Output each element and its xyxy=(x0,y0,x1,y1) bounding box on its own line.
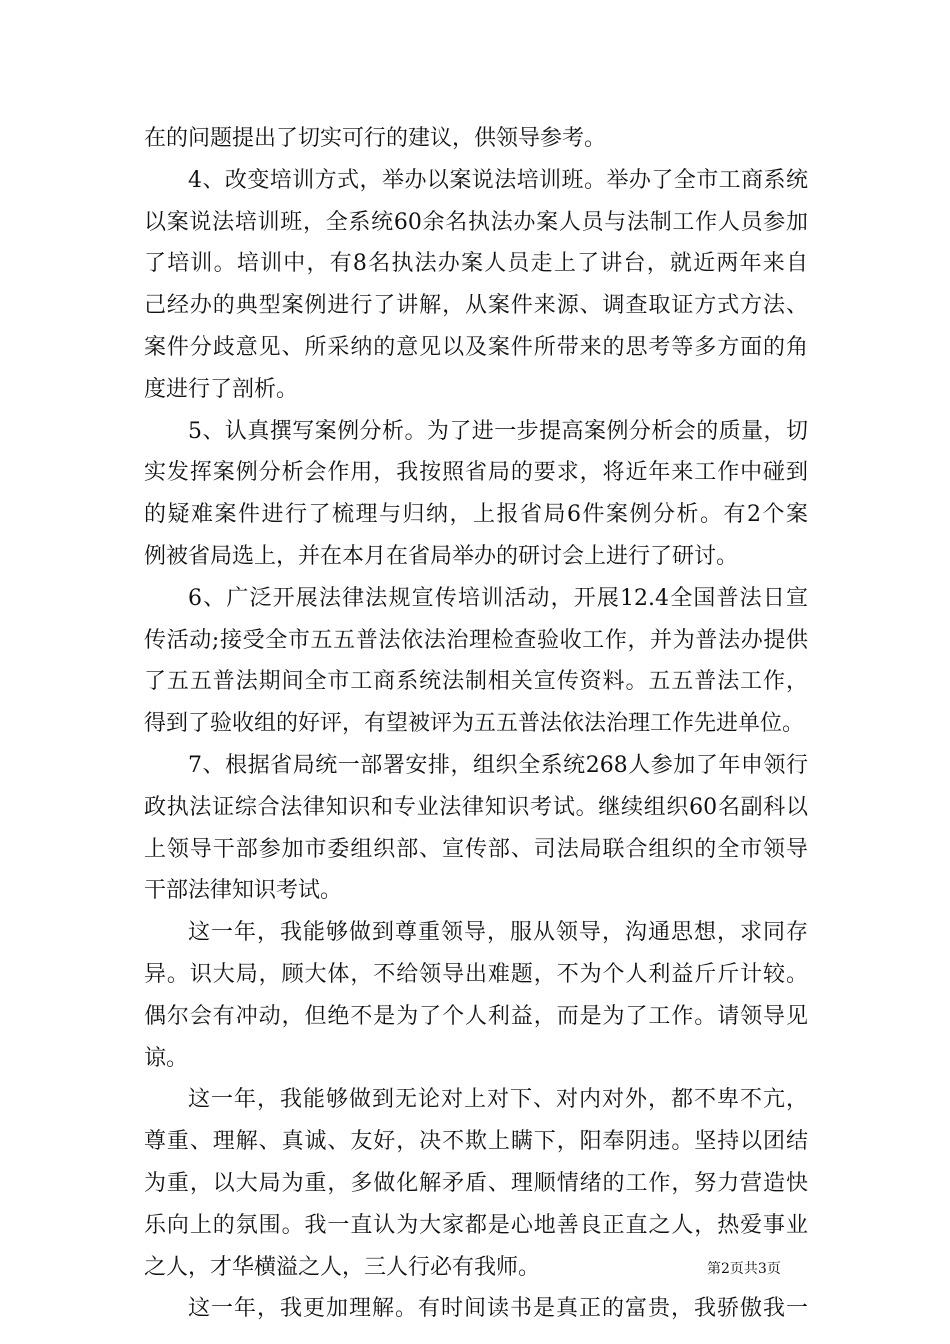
text-line: 乐向上的氛围。我一直认为大家都是心地善良正直之人，热爱事业 xyxy=(144,1212,808,1238)
text-line: 干部法律知识考试。 xyxy=(144,878,343,904)
text-line: 案件分歧意见、所采纳的意见以及案件所带来的思考等多方面的角 xyxy=(144,334,808,360)
text-line: 异。识大局，顾大体，不给领导出难题，不为个人利益斤斤计较。 xyxy=(144,961,808,987)
text-line: 了培训。培训中，有8名执法办案人员走上了讲台，就近两年来自 xyxy=(144,251,808,277)
text-line: 为重，以大局为重，多做化解矛盾、理顺情绪的工作，努力营造快 xyxy=(144,1170,808,1196)
text-line: 的疑难案件进行了梳理与归纳，上报省局6件案例分析。有2个案 xyxy=(144,502,808,528)
text-line: 这一年，我能够做到尊重领导，服从领导，沟通思想，求同存 xyxy=(188,920,808,946)
text-line: 4、改变培训方式，举办以案说法培训班。举办了全市工商系统 xyxy=(188,167,808,193)
document-body xyxy=(144,118,808,1330)
text-line: 在的问题提出了切实可行的建议，供领导参考。 xyxy=(144,126,607,151)
text-line: 例被省局选上，并在本月在省局举办的研讨会上进行了研讨。 xyxy=(144,543,739,569)
text-line: 实发挥案例分析会作用，我按照省局的要求，将近年来工作中碰到 xyxy=(144,460,808,486)
text-line: 谅。 xyxy=(144,1045,189,1071)
text-line: 6、广泛开展法律法规宣传培训活动，开展12.4全国普法日宣 xyxy=(188,585,808,611)
text-line: 7、根据省局统一部署安排，组织全系统268人参加了年申领行 xyxy=(188,752,808,778)
text-line: 上领导干部参加市委组织部、宣传部、司法局联合组织的全市领导 xyxy=(144,836,808,862)
text-line: 政执法证综合法律知识和专业法律知识考试。继续组织60名副科以 xyxy=(144,794,808,820)
text-line: 了五五普法期间全市工商系统法制相关宣传资料。五五普法工作， xyxy=(144,669,808,695)
text-line: 己经办的典型案例进行了讲解，从案件来源、调查取证方式方法、 xyxy=(144,293,808,319)
text-line: 尊重、理解、真诚、友好，决不欺上瞒下，阳奉阴违。坚持以团结 xyxy=(144,1129,808,1155)
text-line: 以案说法培训班，全系统60余名执法办案人员与法制工作人员参加 xyxy=(144,209,808,235)
text-line: 5、认真撰写案例分析。为了进一步提高案例分析会的质量，切 xyxy=(188,418,808,444)
text-line: 度进行了剖析。 xyxy=(144,376,299,402)
text-line: 传活动;接受全市五五普法依法治理检查验收工作，并为普法办提供 xyxy=(144,627,808,653)
page-number: 第2页共3页 xyxy=(707,1261,781,1277)
text-line: 这一年，我能够做到无论对上对下、对内对外，都不卑不亢， xyxy=(188,1087,808,1113)
text-line: 得到了验收组的好评，有望被评为五五普法依法治理工作先进单位。 xyxy=(144,711,805,737)
text-line: 之人，才华横溢之人，三人行必有我师。 xyxy=(144,1254,541,1280)
text-line: 偶尔会有冲动，但绝不是为了个人利益，而是为了工作。请领导见 xyxy=(144,1003,808,1029)
text-line: 这一年，我更加理解。有时间读书是真正的富贵，我骄傲我一 xyxy=(188,1296,808,1322)
